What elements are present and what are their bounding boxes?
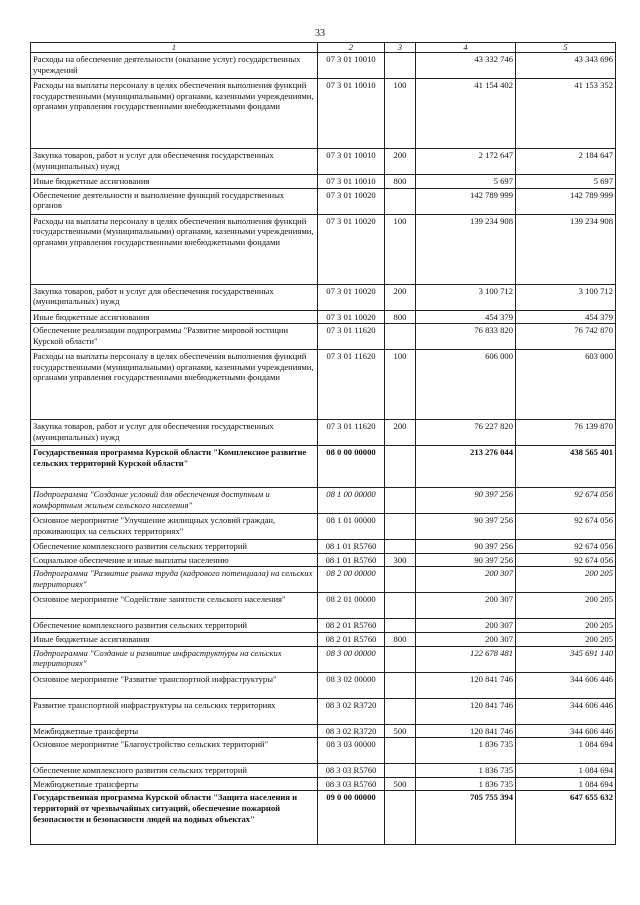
row-expense-type: 200 — [385, 420, 416, 446]
row-amount-1: 1 836 735 — [416, 738, 516, 764]
column-header-code: 2 — [318, 43, 385, 53]
row-expense-type — [385, 53, 416, 79]
row-expense-type — [385, 619, 416, 633]
row-name: Подпрограмма "Развитие рынка труда (кадрового потенциала) на сельских территориях" — [31, 567, 318, 593]
row-amount-2: 92 674 056 — [516, 540, 616, 554]
row-amount-1: 142 789 999 — [416, 188, 516, 214]
row-code: 08 3 02 00000 — [318, 672, 385, 698]
row-amount-2: 5 697 — [516, 175, 616, 189]
row-name: Обеспечение комплексного развития сельских территорий — [31, 619, 318, 633]
row-code: 07 3 01 11620 — [318, 324, 385, 350]
table-row — [31, 698, 616, 724]
table-row — [31, 764, 616, 778]
row-expense-type — [385, 514, 416, 540]
row-amount-2: 345 691 140 — [516, 646, 616, 672]
row-amount-1: 200 307 — [416, 632, 516, 646]
row-amount-2: 142 789 999 — [516, 188, 616, 214]
row-name: Расходы на выплаты персоналу в целях обеспечения выполнения функций государственными (муниципальными) органами, казенными учреждениями, органами управления государственными внебюджетными фондами — [31, 214, 318, 284]
row-amount-2: 200 205 — [516, 632, 616, 646]
row-code: 08 2 01 00000 — [318, 593, 385, 619]
row-amount-2: 1 084 694 — [516, 764, 616, 778]
row-amount-2: 76 139 870 — [516, 420, 616, 446]
row-name: Подпрограмма "Создание условий для обеспечения доступным и комфортным жильем сельского населения" — [31, 488, 318, 514]
row-amount-1: 120 841 746 — [416, 698, 516, 724]
table-row — [31, 175, 616, 189]
table-row — [31, 53, 616, 79]
table-row — [31, 514, 616, 540]
row-code: 08 2 00 00000 — [318, 567, 385, 593]
row-amount-1: 120 841 746 — [416, 672, 516, 698]
row-code: 08 1 01 R5760 — [318, 553, 385, 567]
row-amount-1: 3 100 712 — [416, 284, 516, 310]
row-name: Межбюджетные трансферты — [31, 724, 318, 738]
row-name: Закупка товаров, работ и услуг для обеспечения государственных (муниципальных) нужд — [31, 284, 318, 310]
row-amount-2: 92 674 056 — [516, 553, 616, 567]
row-code: 07 3 01 11620 — [318, 350, 385, 420]
row-expense-type — [385, 791, 416, 845]
row-amount-1: 43 332 746 — [416, 53, 516, 79]
row-code: 08 3 03 R5760 — [318, 777, 385, 791]
table-row — [31, 284, 616, 310]
table-row — [31, 446, 616, 488]
table-row — [31, 672, 616, 698]
column-header-amount-2: 5 — [516, 43, 616, 53]
row-amount-2: 344 606 446 — [516, 724, 616, 738]
row-amount-1: 139 234 908 — [416, 214, 516, 284]
row-amount-2: 454 379 — [516, 310, 616, 324]
row-amount-1: 213 276 044 — [416, 446, 516, 488]
row-name: Государственная программа Курской области "Комплексное развитие сельских территорий Курской области" — [31, 446, 318, 488]
row-name: Закупка товаров, работ и услуг для обеспечения государственных (муниципальных) нужд — [31, 420, 318, 446]
row-code: 07 3 01 10010 — [318, 53, 385, 79]
row-name: Государственная программа Курской области "Защита населения и территорий от чрезвычайных ситуаций, обеспечение пожарной безопасности и безопасности людей на водных объектах" — [31, 791, 318, 845]
row-expense-type — [385, 567, 416, 593]
row-amount-1: 90 397 256 — [416, 540, 516, 554]
row-amount-1: 454 379 — [416, 310, 516, 324]
row-amount-2: 603 000 — [516, 350, 616, 420]
row-name: Расходы на обеспечение деятельности (оказание услуг) государственных учреждений — [31, 53, 318, 79]
table-row — [31, 646, 616, 672]
row-expense-type — [385, 446, 416, 488]
row-expense-type: 500 — [385, 777, 416, 791]
row-expense-type — [385, 738, 416, 764]
row-expense-type: 200 — [385, 284, 416, 310]
row-amount-1: 606 000 — [416, 350, 516, 420]
row-amount-1: 200 307 — [416, 619, 516, 633]
row-name: Основное мероприятие "Улучшение жилищных условий граждан, проживающих на сельских территориях" — [31, 514, 318, 540]
row-amount-2: 200 205 — [516, 593, 616, 619]
table-row — [31, 791, 616, 845]
row-amount-2: 200 205 — [516, 567, 616, 593]
row-amount-2: 200 205 — [516, 619, 616, 633]
row-code: 08 1 00 00000 — [318, 488, 385, 514]
row-expense-type: 100 — [385, 214, 416, 284]
row-amount-1: 90 397 256 — [416, 553, 516, 567]
row-code: 08 3 03 00000 — [318, 738, 385, 764]
row-amount-2: 344 606 446 — [516, 672, 616, 698]
row-code: 08 0 00 00000 — [318, 446, 385, 488]
row-expense-type — [385, 646, 416, 672]
row-amount-2: 2 184 647 — [516, 149, 616, 175]
column-header-amount-1: 4 — [416, 43, 516, 53]
row-name: Подпрограмма "Создание и развитие инфраструктуры на сельских территориях" — [31, 646, 318, 672]
row-code: 07 3 01 10020 — [318, 214, 385, 284]
table-row — [31, 214, 616, 284]
row-code: 08 3 03 R5760 — [318, 764, 385, 778]
row-name: Основное мероприятие "Развитие транспортной инфраструктуры" — [31, 672, 318, 698]
row-amount-1: 90 397 256 — [416, 488, 516, 514]
row-code: 08 3 02 R3720 — [318, 724, 385, 738]
table-row — [31, 777, 616, 791]
row-amount-2: 1 084 694 — [516, 738, 616, 764]
row-amount-1: 705 755 394 — [416, 791, 516, 845]
row-amount-1: 200 307 — [416, 593, 516, 619]
table-row — [31, 540, 616, 554]
row-name: Социальное обеспечение и иные выплаты населению — [31, 553, 318, 567]
table-row — [31, 567, 616, 593]
table-row — [31, 593, 616, 619]
table-row — [31, 738, 616, 764]
row-name: Расходы на выплаты персоналу в целях обеспечения выполнения функций государственными (муниципальными) органами, казенными учреждениями, органами управления государственными внебюджетными фондами — [31, 350, 318, 420]
row-amount-1: 76 227 820 — [416, 420, 516, 446]
row-name: Обеспечение комплексного развития сельских территорий — [31, 764, 318, 778]
row-amount-1: 76 833 820 — [416, 324, 516, 350]
table-row — [31, 488, 616, 514]
row-name: Расходы на выплаты персоналу в целях обеспечения выполнения функций государственными (муниципальными) органами, казенными учреждениями, органами управления государственными внебюджетными фондами — [31, 79, 318, 149]
row-code: 08 3 00 00000 — [318, 646, 385, 672]
row-amount-1: 1 836 735 — [416, 777, 516, 791]
table-row — [31, 632, 616, 646]
row-amount-1: 41 154 402 — [416, 79, 516, 149]
row-code: 07 3 01 10010 — [318, 149, 385, 175]
row-amount-2: 1 084 694 — [516, 777, 616, 791]
row-name: Иные бюджетные ассигнования — [31, 175, 318, 189]
column-header-name: 1 — [31, 43, 318, 53]
table-row — [31, 420, 616, 446]
table-row — [31, 350, 616, 420]
row-expense-type — [385, 324, 416, 350]
row-expense-type — [385, 593, 416, 619]
row-expense-type: 800 — [385, 310, 416, 324]
row-code: 07 3 01 10010 — [318, 175, 385, 189]
row-amount-1: 122 678 481 — [416, 646, 516, 672]
row-expense-type — [385, 188, 416, 214]
row-expense-type — [385, 698, 416, 724]
page-number: 33 — [315, 28, 325, 39]
row-name: Межбюджетные трансферты — [31, 777, 318, 791]
row-expense-type: 100 — [385, 350, 416, 420]
row-expense-type: 500 — [385, 724, 416, 738]
table-row — [31, 79, 616, 149]
row-amount-1: 90 397 256 — [416, 514, 516, 540]
row-code: 08 1 01 00000 — [318, 514, 385, 540]
row-expense-type: 800 — [385, 632, 416, 646]
row-code: 07 3 01 10020 — [318, 310, 385, 324]
row-amount-2: 76 742 870 — [516, 324, 616, 350]
row-amount-2: 139 234 908 — [516, 214, 616, 284]
row-code: 08 3 02 R3720 — [318, 698, 385, 724]
row-expense-type: 100 — [385, 79, 416, 149]
table-row — [31, 324, 616, 350]
budget-table — [30, 42, 616, 845]
row-name: Развитие транспортной инфраструктуры на сельских территориях — [31, 698, 318, 724]
table-row — [31, 619, 616, 633]
row-amount-1: 200 307 — [416, 567, 516, 593]
row-amount-1: 120 841 746 — [416, 724, 516, 738]
row-name: Основное мероприятие "Содействие занятости сельского населения" — [31, 593, 318, 619]
row-amount-1: 5 697 — [416, 175, 516, 189]
row-expense-type — [385, 764, 416, 778]
table-row — [31, 724, 616, 738]
row-amount-2: 41 153 352 — [516, 79, 616, 149]
row-code: 07 3 01 10020 — [318, 284, 385, 310]
row-name: Обеспечение реализации подпрограммы "Развитие мировой юстиции Курской области" — [31, 324, 318, 350]
row-amount-1: 1 836 735 — [416, 764, 516, 778]
table-row — [31, 188, 616, 214]
row-amount-2: 92 674 056 — [516, 514, 616, 540]
row-name: Обеспечение деятельности и выполнение функций государственных органов — [31, 188, 318, 214]
row-code: 09 0 00 00000 — [318, 791, 385, 845]
row-code: 08 2 01 R5760 — [318, 632, 385, 646]
row-code: 07 3 01 11620 — [318, 420, 385, 446]
row-amount-2: 3 100 712 — [516, 284, 616, 310]
table-row — [31, 310, 616, 324]
row-code: 07 3 01 10010 — [318, 79, 385, 149]
row-code: 08 1 01 R5760 — [318, 540, 385, 554]
row-name: Иные бюджетные ассигнования — [31, 310, 318, 324]
row-name: Обеспечение комплексного развития сельских территорий — [31, 540, 318, 554]
row-expense-type: 800 — [385, 175, 416, 189]
table-header-row — [31, 43, 616, 53]
row-code: 07 3 01 10020 — [318, 188, 385, 214]
row-amount-2: 647 655 632 — [516, 791, 616, 845]
row-amount-2: 43 343 696 — [516, 53, 616, 79]
row-expense-type — [385, 672, 416, 698]
row-name: Закупка товаров, работ и услуг для обеспечения государственных (муниципальных) нужд — [31, 149, 318, 175]
row-expense-type — [385, 488, 416, 514]
row-amount-2: 92 674 056 — [516, 488, 616, 514]
row-expense-type — [385, 540, 416, 554]
row-amount-2: 438 565 401 — [516, 446, 616, 488]
row-name: Иные бюджетные ассигнования — [31, 632, 318, 646]
row-code: 08 2 01 R5760 — [318, 619, 385, 633]
table-row — [31, 553, 616, 567]
row-expense-type: 200 — [385, 149, 416, 175]
row-amount-2: 344 606 446 — [516, 698, 616, 724]
row-expense-type: 300 — [385, 553, 416, 567]
column-header-expense-type: 3 — [385, 43, 416, 53]
row-amount-1: 2 172 647 — [416, 149, 516, 175]
table-row — [31, 149, 616, 175]
row-name: Основное мероприятие "Благоустройство сельских территорий" — [31, 738, 318, 764]
